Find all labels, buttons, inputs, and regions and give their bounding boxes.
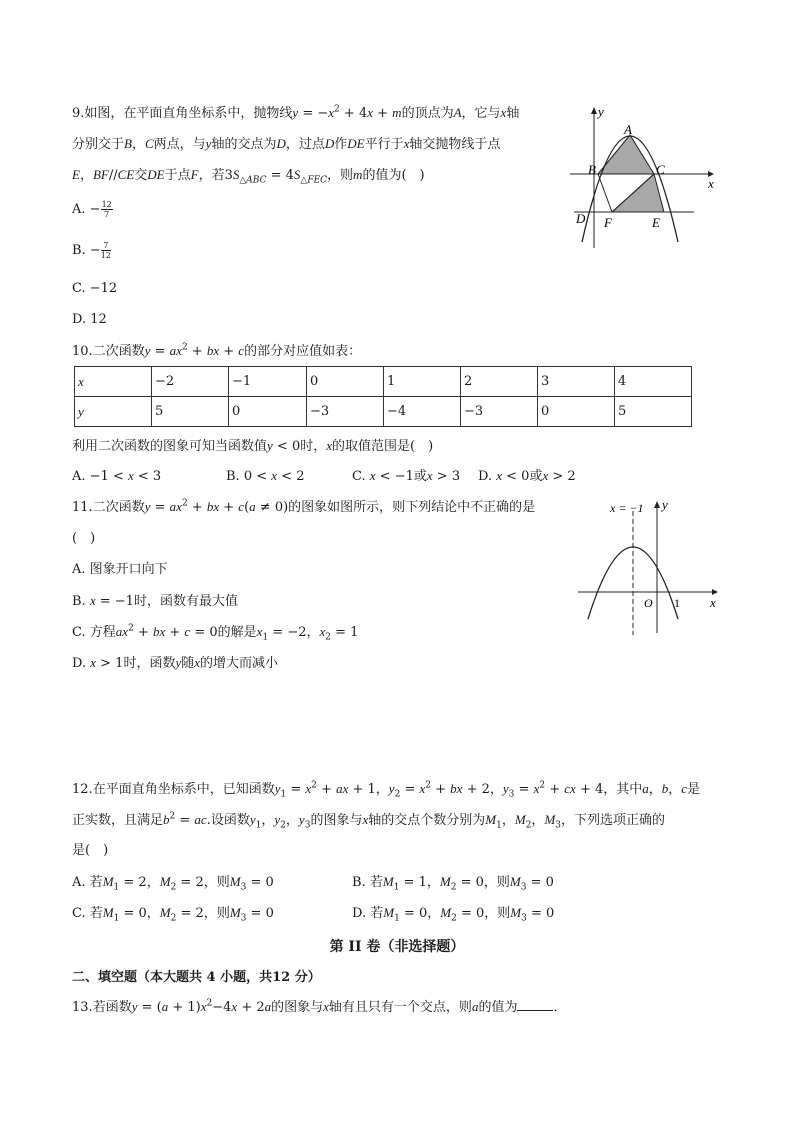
q9-line3: E，BF//CE交DE于点F，若$3S_{\triangle ABC} = 4S_{\triangle FEC}$，则m的值为( ) [72, 167, 425, 186]
q9-option-c[interactable]: C. −12 [72, 281, 118, 296]
table-cell: −3 [307, 397, 384, 427]
table-cell: 5 [152, 397, 229, 427]
q10-option-b[interactable]: B. 0 < x < 2 [226, 468, 305, 484]
label-c: C [656, 162, 665, 177]
value-table [74, 366, 692, 427]
table-cell: y [75, 397, 152, 427]
q12-line2: 正实数，且满足$b^2$ = ac.设函数$y_1$，$y_2$，$y_3$的图象与x轴的交点个数分别为$M_1$，$M_2$，$M_3$，下列选项正确的 [72, 811, 666, 831]
label-b: B [588, 162, 596, 177]
table-cell: −1 [229, 367, 307, 397]
q12-option-b[interactable]: B. 若$M_1 = 1$，$M_2 = 0$，则$M_3 = 0$ [352, 874, 554, 893]
table-cell: 1 [384, 367, 461, 397]
q10-option-a[interactable]: A. −1 < x < 3 [72, 468, 162, 484]
triangle-abc [598, 135, 654, 174]
q11-figure [574, 495, 724, 640]
table-cell: 0 [229, 397, 307, 427]
label-x: x [708, 176, 714, 191]
label-a: A [624, 122, 632, 137]
q9-option-b[interactable]: B. − $\frac{7}{12}$ [72, 241, 111, 260]
q11-option-a[interactable]: A. 图象开口向下 [72, 562, 168, 577]
q11-option-d[interactable]: D. x > 1时，函数y随x的增大而减小 [72, 655, 279, 671]
table-cell: x [75, 367, 152, 397]
q11-option-c[interactable]: C. 方程$ax^2$ + bx + c = 0的解是$x_1 = -2$，$x_2 = 1$ [72, 623, 359, 643]
label-one: 1 [674, 596, 680, 610]
q12-line1: 12.在平面直角坐标系中，已知函数$y_1 = x^2$ + ax + 1，$y_2 = x^2$ + bx + 2，$y_3 = x^2$ + cx + 4，其中a，b，c是 [72, 780, 701, 800]
label-y: y [598, 104, 604, 119]
table-cell: 3 [538, 367, 615, 397]
q11-stem: 11.二次函数$y = ax^2$ + bx + c(a ≠ 0)的图象如图所示，则下列结论中不正确的是 [72, 498, 536, 515]
table-cell: −2 [152, 367, 229, 397]
q12-option-d[interactable]: D. 若$M_1 = 0$，$M_2 = 0$，则$M_3 = 0$ [352, 905, 555, 924]
label-x: x [710, 595, 716, 610]
q9-line1: 9.如图，在平面直角坐标系中，抛物线$y = -x^2 + 4x + m$的顶点为A，它与x轴 [72, 104, 520, 121]
table-cell: 0 [538, 397, 615, 427]
label-e: E [652, 215, 660, 230]
label-symmetry-axis: x = −1 [610, 501, 644, 515]
y-axis-arrow-icon [591, 107, 597, 114]
q13-stem: 13.若函数$y = (a + 1)x^2-4x + 2a$的图象与x轴有且只有一个交点，则a的值为 ． [72, 998, 567, 1015]
q12-option-a[interactable]: A. 若$M_1 = 2$，$M_2 = 2$，则$M_3 = 0$ [72, 874, 274, 893]
q10-question: 利用二次函数的图象可知当函数值y < 0时，x的取值范围是( ) [72, 438, 434, 454]
table-cell: −4 [384, 397, 461, 427]
answer-blank[interactable] [517, 998, 553, 1011]
q12-line3: 是( ) [72, 843, 109, 858]
table-row-y [75, 397, 692, 427]
q9-figure [568, 102, 724, 252]
label-origin: O [644, 596, 653, 610]
q9-option-a[interactable]: A. − $\frac{12}{7}$ [72, 200, 112, 219]
table-cell: −3 [461, 397, 538, 427]
label-d: D [576, 211, 586, 226]
q11-option-b[interactable]: B. x = −1时，函数有最大值 [72, 593, 238, 609]
table-cell: 4 [615, 367, 692, 397]
q10-option-c[interactable]: C. x < −1或x > 3 [352, 468, 461, 484]
label-f: F [604, 215, 612, 230]
triangle-fec [612, 174, 664, 212]
q10-stem: 10.二次函数$y = ax^2$ + bx + c的部分对应值如表： [72, 342, 362, 359]
section-heading: 二、填空题（本大题共 4 小题，共12 分） [72, 970, 321, 985]
label-y: y [662, 497, 668, 512]
q9-line2: 分别交于B，C两点，与y轴的交点为D，过点D作DE平行于x轴交抛物线于点 [72, 136, 501, 152]
q11-stem-paren: ( ) [72, 531, 96, 546]
q10-option-d[interactable]: D. x < 0或x > 2 [478, 468, 576, 484]
line-bf [598, 174, 612, 212]
table-cell: 0 [307, 367, 384, 397]
part-title: 第 II 卷（非选择题） [329, 939, 465, 955]
table-row-x [75, 367, 692, 397]
y-axis-arrow-icon [654, 501, 660, 508]
q12-option-c[interactable]: C. 若$M_1 = 0$，$M_2 = 2$，则$M_3 = 0$ [72, 905, 274, 924]
q9-option-d[interactable]: D. 12 [72, 312, 107, 327]
table-cell: 5 [615, 397, 692, 427]
table-cell: 2 [461, 367, 538, 397]
